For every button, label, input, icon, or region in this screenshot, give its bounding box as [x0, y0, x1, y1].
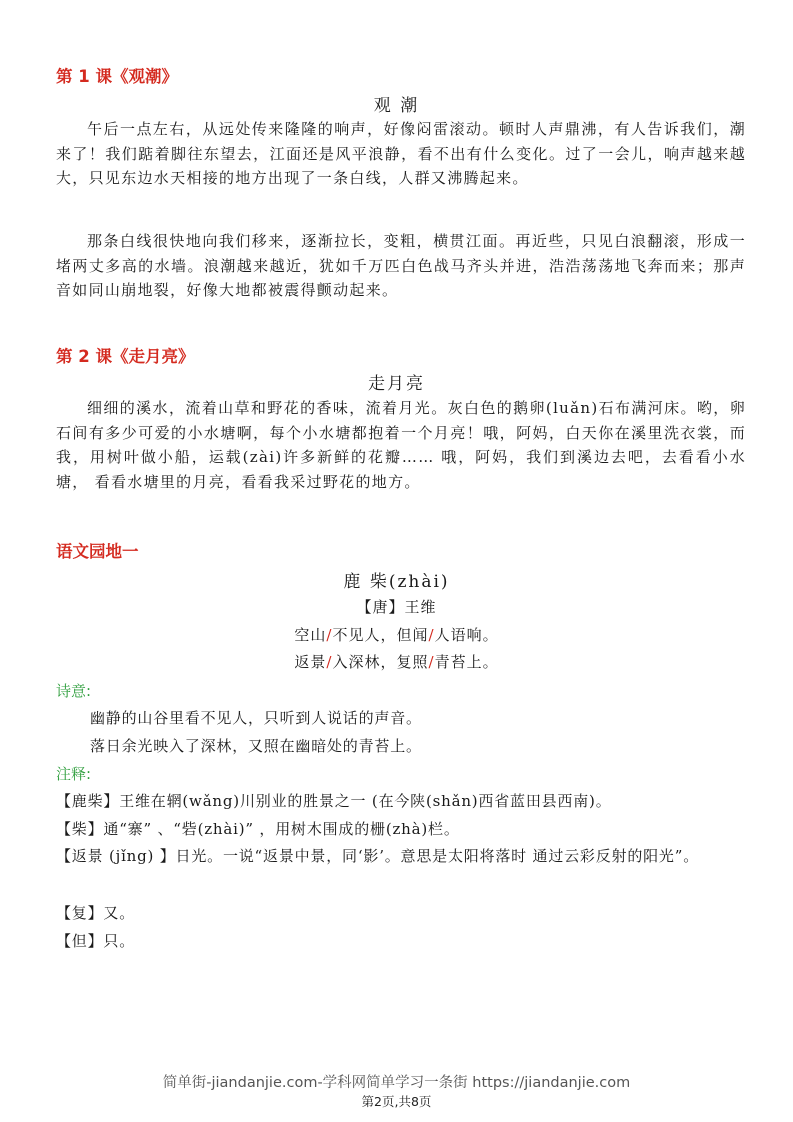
note-3: 【返景 (jǐng) 】日光。一说“返景中景，同‘影’。意思是太阳将落时 通过云彩反射的阳光”。 — [56, 847, 699, 865]
meaning-line-1: 幽静的山谷里看不见人，只听到人说话的声音。 — [90, 709, 422, 727]
poem-line-2-part-2: 入深林，复照 — [332, 653, 429, 671]
notes-label: 注释: — [56, 765, 92, 783]
pause-mark: / — [326, 626, 333, 644]
note-2: 【柴】通“寨” 、“砦(zhài)” ，用树木围成的栅(zhà)栏。 — [56, 820, 460, 838]
lesson-2-heading: 第 2 课《走月亮》 — [56, 347, 195, 366]
lesson-1-title: 观 潮 — [373, 96, 420, 116]
lesson-1-heading: 第 1 课《观潮》 — [56, 67, 178, 86]
meaning-line-2: 落日余光映入了深林，又照在幽暗处的青苔上。 — [90, 737, 422, 755]
pause-mark: / — [428, 626, 435, 644]
poem-line-2 — [0, 651, 793, 672]
poem-line-1-part-3: 人语响。 — [434, 626, 499, 644]
note-4: 【复】又。 — [56, 904, 136, 922]
pause-mark: / — [326, 653, 333, 671]
lesson-2-title: 走月亮 — [368, 374, 425, 394]
footer-text: 简单街-jiandanjie.com-学科网简单学习一条街 https://jiandanjie.com — [162, 1075, 631, 1091]
poem-line-1-part-2: 不见人，但闻 — [332, 626, 429, 644]
note-1: 【鹿柴】王维在辋(wǎng)川别业的胜景之一 (在今陕(shǎn)西省蓝田县西南)。 — [56, 792, 612, 810]
pause-mark: / — [428, 653, 435, 671]
lesson-1-paragraph-1: 午后一点左右，从远处传来隆隆的响声，好像闷雷滚动。顿时人声鼎沸，有人告诉我们，潮来了！我们踮着脚往东望去，江面还是风平浪静，看不出有什么变化。过了一会儿，响声越来越大，只见东边水天相接的地方出现了一条白线，人群又沸腾起来。 — [56, 120, 746, 188]
page-number: 第2页,共8页 — [361, 1094, 432, 1109]
note-5: 【但】只。 — [56, 932, 136, 950]
poem-line-2-part-3: 青苔上。 — [434, 653, 499, 671]
lesson-1-paragraph-2: 那条白线很快地向我们移来，逐渐拉长，变粗，横贯江面。再近些，只见白浪翻滚，形成一堵两丈多高的水墙。浪潮越来越近，犹如千万匹白色战马齐头并进，浩浩荡荡地飞奔而来；那声音如同山崩地裂，好像大地都被震得颤动起来。 — [56, 232, 746, 300]
meaning-label: 诗意: — [56, 682, 92, 700]
poem-line-1 — [0, 624, 793, 645]
lesson-2-paragraph-1: 细细的溪水，流着山草和野花的香味，流着月光。灰白色的鹅卵(luǎn)石布满河床。哟，卵石间有多少可爱的小水塘啊，每个小水塘都抱着一个月亮！哦，阿妈，白天你在溪里洗衣裳，而我，用树叶做小船，运载(zài)许多新鲜的花瓣…… 哦，阿妈，我们到溪边去吧，去看看小水塘， 看看水塘里的月亮，看看我采过野花的地方。 — [56, 399, 746, 492]
poem-line-2-part-1: 返景 — [294, 653, 327, 671]
poem-line-1-part-1: 空山 — [294, 626, 327, 644]
poem-author: 【唐】王维 — [356, 598, 437, 616]
garden-heading: 语文园地一 — [56, 542, 139, 561]
poem-title: 鹿 柴(zhài) — [343, 572, 450, 592]
